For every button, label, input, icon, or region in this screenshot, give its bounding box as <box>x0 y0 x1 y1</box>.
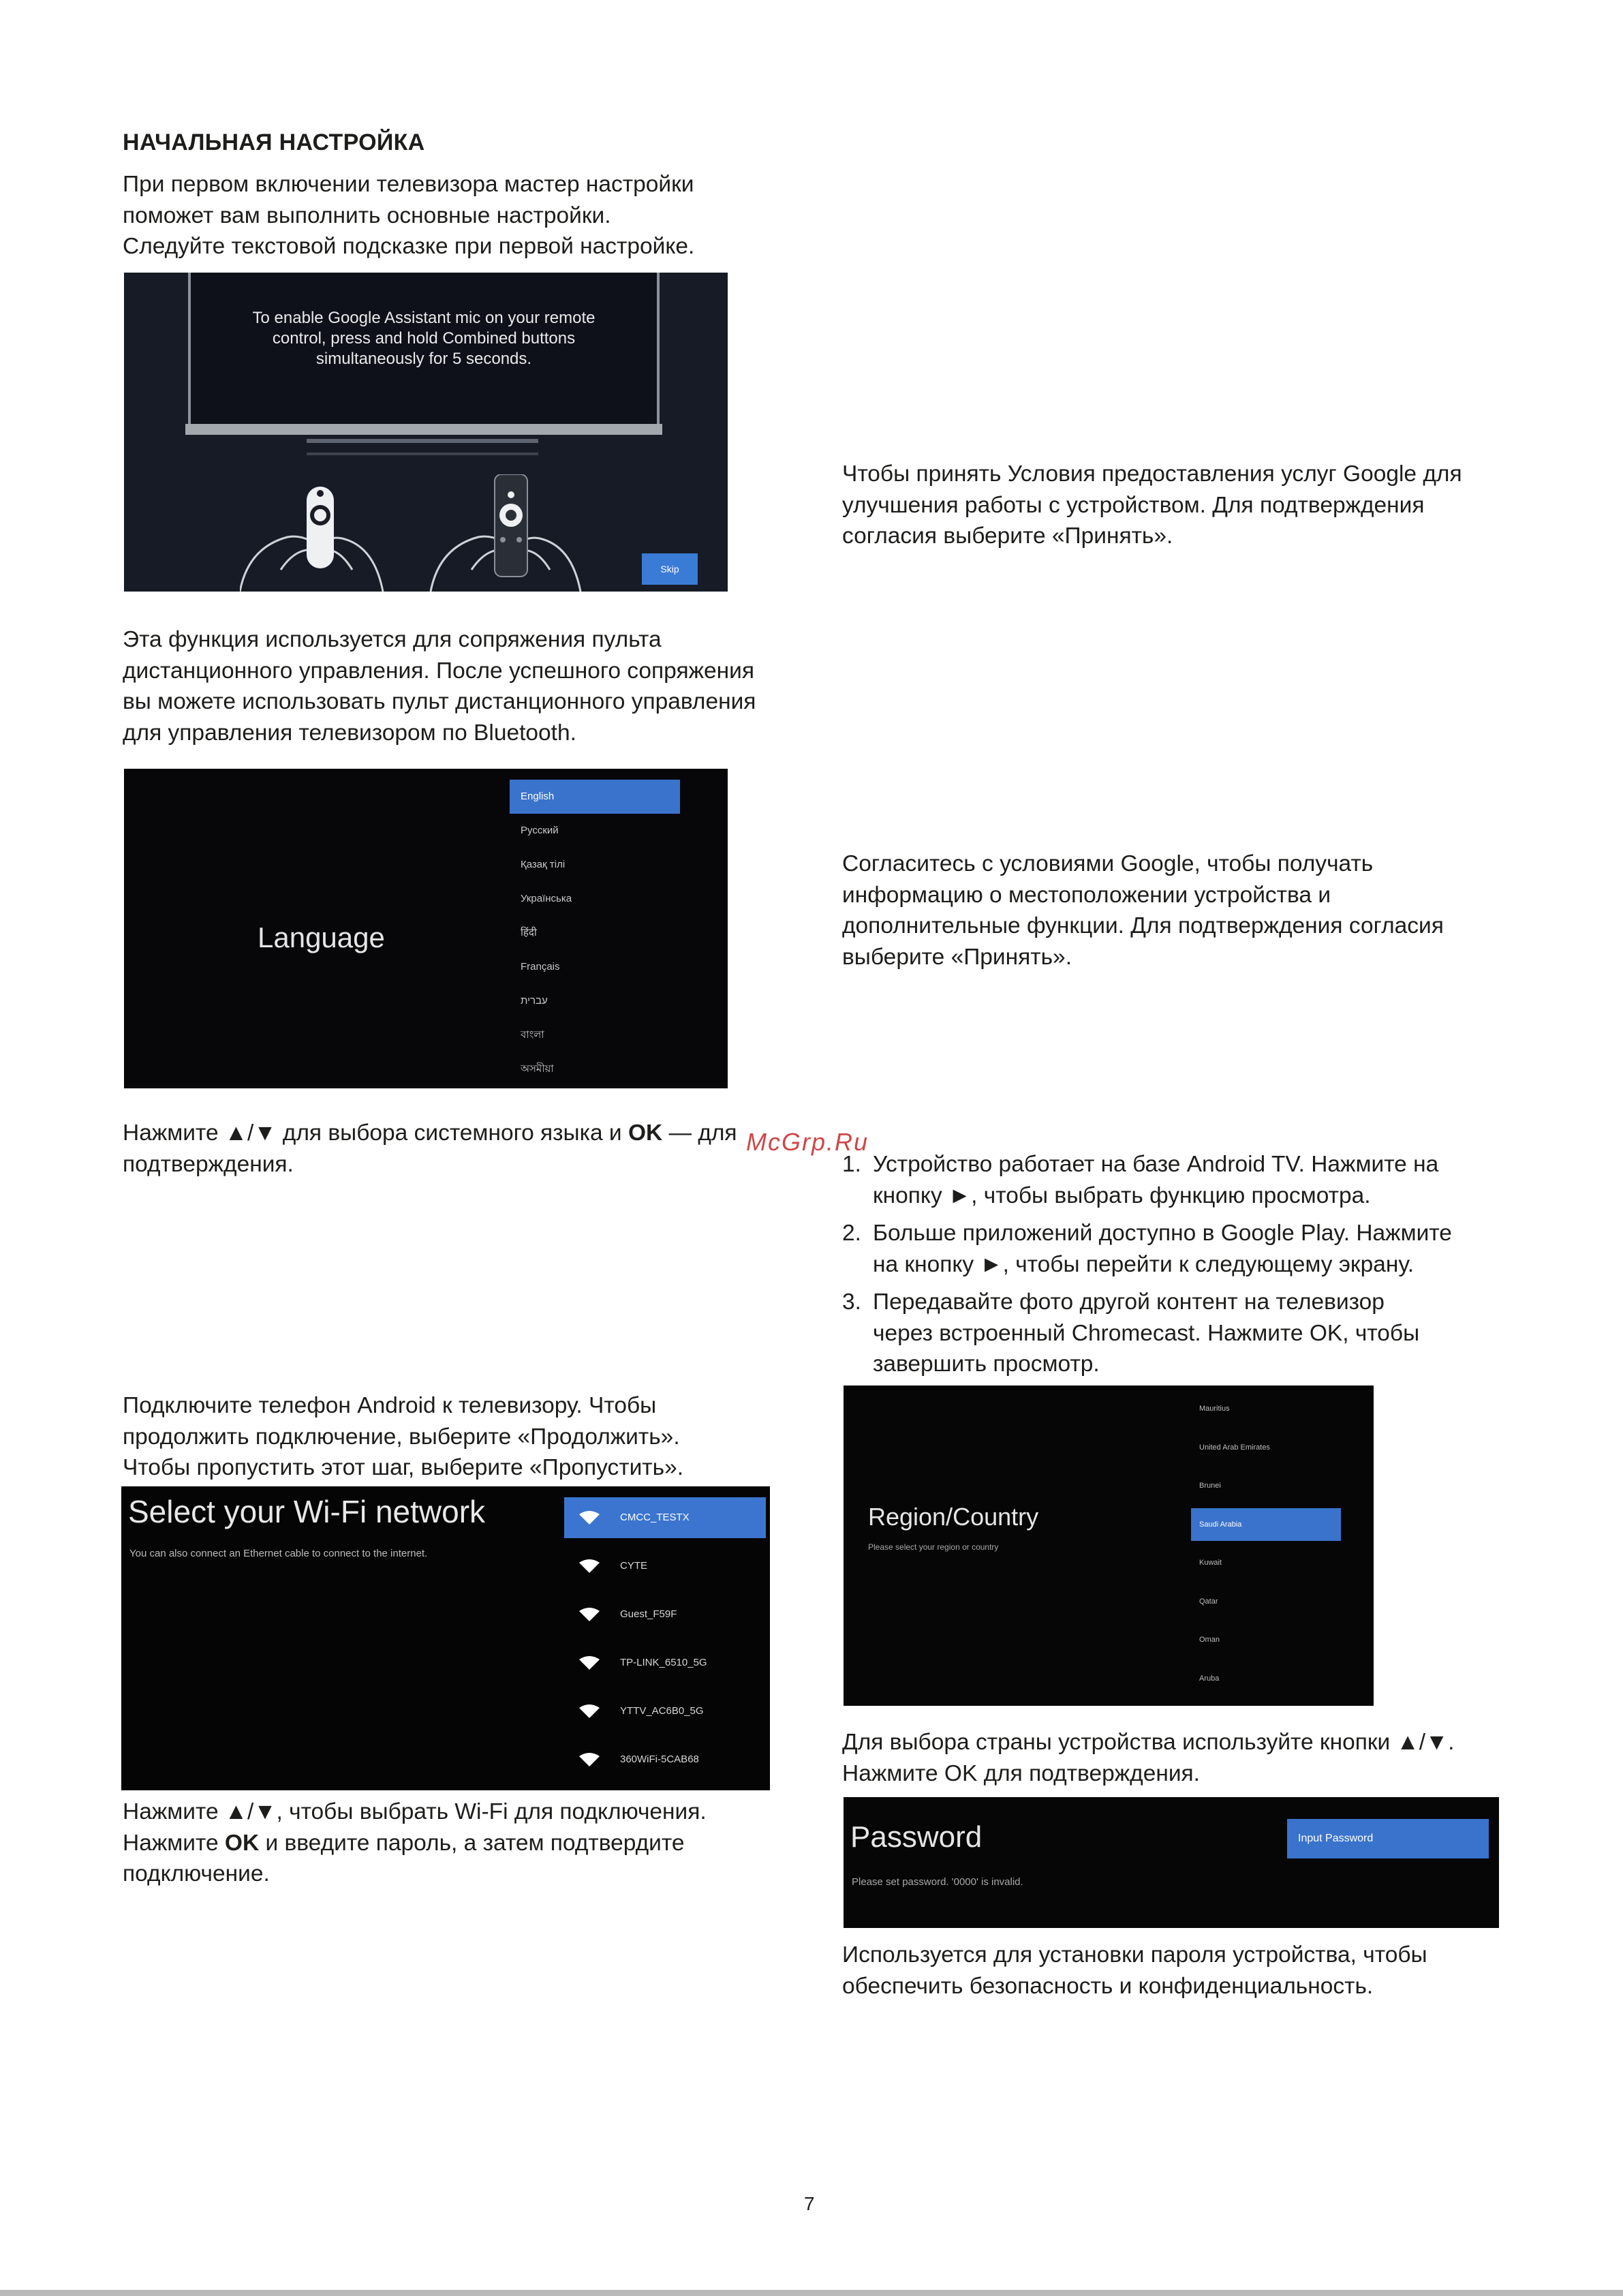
hands-with-remotes-icon <box>240 474 621 592</box>
wifi-network-item[interactable]: CYTE <box>564 1546 766 1587</box>
language-item[interactable]: বাংলা <box>521 1029 544 1041</box>
step-item: 2. Больше приложений доступно в Google Play. Нажмите на кнопку ►, чтобы перейти к следующему экрану. <box>842 1221 1452 1277</box>
wifi-icon <box>579 1753 600 1766</box>
region-item[interactable]: Oman <box>1199 1636 1220 1644</box>
page-heading: НАЧАЛЬНАЯ НАСТРОЙКА <box>123 129 425 155</box>
location-text: Согласитесь с условиями Google, чтобы получать информацию о местоположении устройства и дополнительные функции. Для подтверждения согласия выберите «Принять». <box>842 851 1444 970</box>
watermark: McGrp.Ru <box>746 1128 869 1156</box>
region-item[interactable]: Qatar <box>1199 1597 1218 1606</box>
region-item[interactable]: Aruba <box>1199 1674 1220 1683</box>
language-item[interactable]: हिंदी <box>521 927 537 938</box>
language-item[interactable]: Русский <box>521 825 559 836</box>
wifi-subtitle: You can also connect an Ethernet cable to connect to the internet. <box>129 1548 428 1559</box>
wifi-icon <box>579 1559 600 1573</box>
wifi-title: Select your Wi-Fi network <box>128 1494 486 1529</box>
terms-text: Чтобы принять Условия предоставления услуг Google для улучшения работы с устройством. Для подтверждения согласия выберите «Принять». <box>842 461 1462 549</box>
tv-stand <box>307 439 538 443</box>
language-title: Language <box>258 921 385 953</box>
password-title: Password <box>850 1820 983 1854</box>
wifi-network-item[interactable]: Guest_F59F <box>564 1594 766 1635</box>
wifi-icon <box>579 1608 600 1621</box>
region-list <box>1191 1392 1341 1700</box>
language-caption: Нажмите ▲/▼ для выбора системного языка и OK — для подтверждения. <box>123 1120 737 1177</box>
region-item[interactable]: Mauritius <box>1199 1405 1230 1413</box>
steps-list <box>842 1149 1510 1387</box>
remote-caption: Эта функция используется для сопряжения пульта дистанционного управления. После успешного сопряжения вы можете использовать пульт дистанционного управления для управления телевизором по Bluetooth. <box>123 627 756 746</box>
language-item[interactable]: Français <box>521 961 560 973</box>
language-item[interactable]: Українська <box>521 893 572 904</box>
region-item[interactable]: Saudi Arabia <box>1191 1508 1341 1541</box>
language-item[interactable]: עברית <box>521 995 548 1007</box>
wifi-icon <box>579 1511 600 1525</box>
language-item[interactable]: অসমীয়া <box>521 1063 554 1075</box>
password-caption: Используется для установки пароля устройства, чтобы обеспечить безопасность и конфиденциальность. <box>842 1942 1427 1999</box>
tv-base <box>185 424 662 435</box>
tv-stand-shadow <box>307 453 538 455</box>
wifi-list <box>564 1497 766 1788</box>
language-item[interactable]: Қазақ тілі <box>521 859 566 870</box>
wifi-screenshot <box>121 1486 770 1790</box>
step-item: 1. Устройство работает на базе Android TV. Нажмите на кнопку ►, чтобы выбрать функцию просмотра. <box>842 1152 1439 1208</box>
wifi-icon <box>579 1656 600 1670</box>
wifi-network-item[interactable]: 360WiFi-5CAB68 <box>564 1739 766 1780</box>
wifi-icon <box>579 1704 600 1718</box>
remote-pairing-screenshot <box>124 273 728 592</box>
password-subtitle: Please set password. '0000' is invalid. <box>852 1876 1023 1888</box>
assistant-message: To enable Google Assistant mic on your remote control, press and hold Combined buttons simultaneously for 5 seconds. <box>252 309 596 368</box>
language-screenshot <box>124 769 728 1088</box>
wifi-caption: Нажмите ▲/▼, чтобы выбрать Wi-Fi для подключения. Нажмите OK и введите пароль, а затем подтвердите подключение. <box>123 1799 707 1886</box>
region-subtitle: Please select your region or country <box>868 1542 999 1552</box>
region-item[interactable]: Brunei <box>1199 1482 1221 1490</box>
intro-text: При первом включении телевизора мастер настройки поможет вам выполнить основные настройки. Следуйте текстовой подсказке при первой настройке. <box>123 172 695 259</box>
region-screenshot <box>844 1386 1374 1706</box>
skip-button[interactable]: Skip <box>642 553 698 585</box>
language-list <box>510 780 680 1086</box>
region-title: Region/Country <box>868 1503 1039 1531</box>
password-screenshot <box>844 1797 1499 1928</box>
wifi-network-item[interactable]: CMCC_TESTX <box>564 1497 766 1538</box>
region-caption: Для выбора страны устройства используйте кнопки ▲/▼. Нажмите OK для подтверждения. <box>842 1730 1455 1786</box>
bottom-rule <box>0 2290 1623 2296</box>
region-item[interactable]: Kuwait <box>1199 1559 1222 1567</box>
region-item[interactable]: United Arab Emirates <box>1199 1443 1270 1452</box>
page-number: 7 <box>804 2193 815 2214</box>
wifi-network-item[interactable]: YTTV_AC6B0_5G <box>564 1691 766 1732</box>
phone-text: Подключите телефон Android к телевизору. Чтобы продолжить подключение, выберите «Продолжить». Чтобы пропустить этот шаг, выберите «Пропустить». <box>123 1393 684 1480</box>
step-item: 3. Передавайте фото другой контент на телевизор через встроенный Chromecast. Нажмите OK, чтобы завершить просмотр. <box>842 1289 1420 1377</box>
language-item[interactable]: English <box>510 780 680 814</box>
wifi-network-item[interactable]: TP-LINK_6510_5G <box>564 1642 766 1683</box>
password-input[interactable]: Input Password <box>1287 1819 1489 1858</box>
